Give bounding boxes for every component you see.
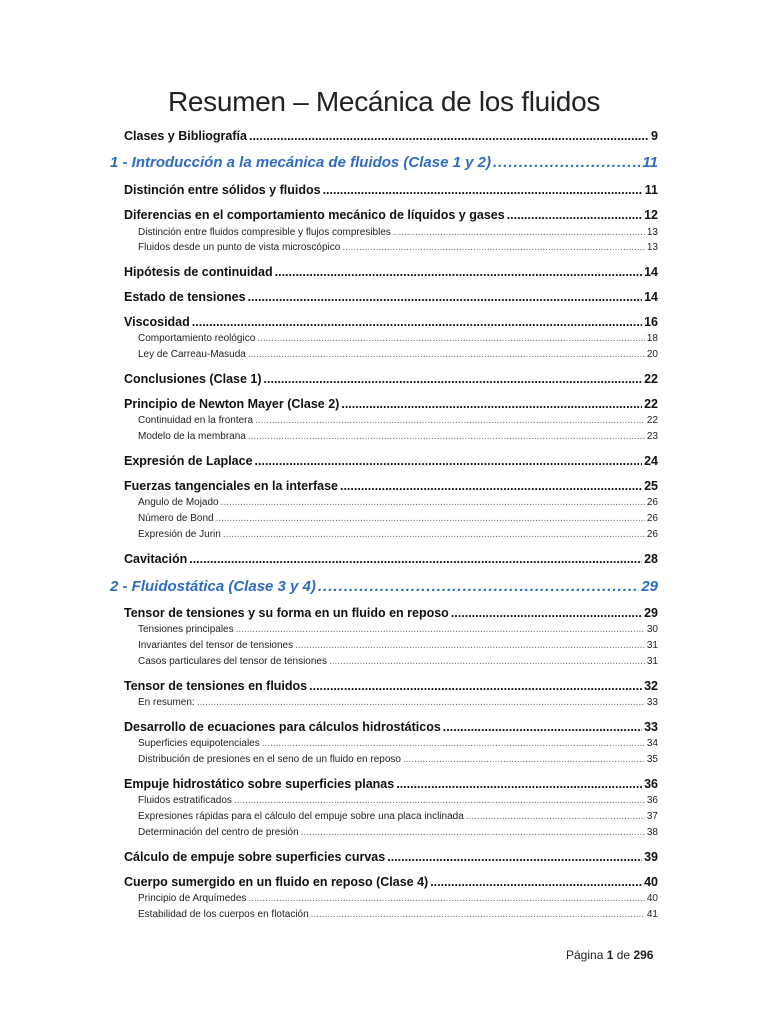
toc-entry-title: Principio de Newton Mayer (Clase 2) [124,397,340,411]
dot-leader [255,454,643,468]
dot-leader [323,183,643,197]
dot-leader [257,333,645,344]
toc-entry-page-number: 40 [644,875,658,889]
page-footer [566,948,653,962]
toc-entry-title: Superficies equipotenciales [138,738,260,749]
toc-entry-level-3[interactable] [138,909,658,920]
toc-entry-page-number: 26 [646,529,658,540]
toc-entry-page-number: 18 [646,333,658,344]
footer-prefix: Página [566,948,604,962]
toc-entry-level-1[interactable] [110,154,658,171]
dot-leader [507,208,642,222]
toc-entry-page-number: 11 [642,154,658,171]
dot-leader [189,552,642,566]
toc-entry-title: Comportamiento reológico [138,333,256,344]
toc-entry-page-number: 38 [646,827,658,838]
toc-entry-title: Tensiones principales [138,624,234,635]
toc-entry-page-number: 22 [646,415,658,426]
toc-entry-level-2[interactable] [124,372,658,386]
dot-leader [234,795,645,806]
toc-entry-title: Hipótesis de continuidad [124,265,273,279]
toc-entry-title: Continuidad en la frontera [138,415,254,426]
toc-entry-title: Determinación del centro de presión [138,827,299,838]
toc-entry-title: Cavitación [124,552,188,566]
toc-entry-title: Diferencias en el comportamiento mecánico de líquidos y gases [124,208,505,222]
dot-leader [329,656,645,667]
toc-entry-page-number: 13 [646,227,658,238]
toc-entry-title: Distribución de presiones en el seno de un fluido en reposo [138,754,401,765]
dot-leader [393,227,645,238]
toc-entry-title: Ángulo de Mojado [138,497,219,508]
toc-entry-page-number: 20 [646,349,658,360]
toc-entry-level-3[interactable] [138,431,658,442]
dot-leader [248,290,643,304]
toc-entry-title: Cuerpo sumergido en un fluido en reposo (Clase 4) [124,875,429,889]
toc-entry-page-number: 30 [646,624,658,635]
toc-entry-level-3[interactable] [138,497,658,508]
toc-entry-title: 1 - Introducción a la mecánica de fluidos (Clase 1 y 2) [110,154,491,171]
toc-entry-page-number: 36 [646,795,658,806]
dot-leader [311,909,645,920]
toc-entry-title: Expresión de Jurin [138,529,221,540]
toc-entry-level-1[interactable] [110,578,658,595]
toc-entry-page-number: 24 [644,454,658,468]
toc-entry-level-3[interactable] [138,738,658,749]
dot-leader [295,640,645,651]
toc-entry-page-number: 26 [646,497,658,508]
dot-leader [341,397,642,411]
toc-entry-title: En resumen: [138,697,195,708]
document-title: Resumen – Mecánica de los fluidos [167,86,601,117]
toc-entry-level-2[interactable] [124,129,658,143]
dot-leader [466,811,645,822]
toc-entry-page-number: 11 [644,183,658,197]
dot-leader [216,513,645,524]
dot-leader [451,606,642,620]
toc-entry-level-2[interactable] [124,679,658,693]
toc-entry-page-number: 9 [651,129,658,143]
toc-entry-page-number: 41 [646,909,658,920]
dot-leader [396,777,642,791]
toc-entry-page-number: 31 [646,640,658,651]
toc-entry-title: Fluidos estratificados [138,795,232,806]
dot-leader [221,497,645,508]
dot-leader [342,242,645,253]
toc-entry-title: Fuerzas tangenciales en la interfase [124,479,338,493]
toc-entry-page-number: 32 [644,679,658,693]
toc-entry-level-2[interactable] [124,850,658,864]
dot-leader [403,754,645,765]
toc-entry-title: Tensor de tensiones y su forma en un fluido en reposo [124,606,449,620]
toc-entry-title: Expresiones rápidas para el cálculo del empuje sobre una placa inclinada [138,811,464,822]
toc-entry-title: Ley de Carreau-Masuda [138,349,246,360]
toc-entry-level-2[interactable] [124,479,658,493]
toc-entry-level-3[interactable] [138,697,658,708]
toc-entry-page-number: 23 [646,431,658,442]
toc-entry-page-number: 13 [646,242,658,253]
toc-entry-level-3[interactable] [138,529,658,540]
toc-entry-page-number: 36 [644,777,658,791]
toc-entry-page-number: 29 [644,606,658,620]
dot-leader [264,372,643,386]
toc-entry-title: Estado de tensiones [124,290,246,304]
toc-entry-title: Distinción entre fluidos compresible y flujos compresibles [138,227,391,238]
toc-entry-level-2[interactable] [124,183,658,197]
dot-leader [387,850,642,864]
toc-entry-title: Estabilidad de los cuerpos en flotación [138,909,309,920]
toc-entry-page-number: 22 [644,397,658,411]
toc-entry-page-number: 40 [646,893,658,904]
dot-leader [255,415,645,426]
toc-entry-title: Fluidos desde un punto de vista microscópico [138,242,341,253]
dot-leader [493,154,640,171]
toc-entry-level-3[interactable] [138,349,658,360]
toc-entry-title: Modelo de la membrana [138,431,246,442]
toc-entry-level-2[interactable] [124,315,658,329]
toc-entry-level-2[interactable] [124,606,658,620]
dot-leader [275,265,642,279]
dot-leader [301,827,645,838]
toc-entry-page-number: 33 [644,720,658,734]
toc-entry-title: Desarrollo de ecuaciones para cálculos hidrostáticos [124,720,441,734]
toc-entry-page-number: 33 [646,697,658,708]
toc-entry-level-3[interactable] [138,415,658,426]
toc-entry-level-2[interactable] [124,397,658,411]
dot-leader [340,479,642,493]
toc-entry-page-number: 28 [644,552,658,566]
toc-entry-page-number: 14 [644,290,658,304]
dot-leader [236,624,645,635]
toc-entry-page-number: 29 [641,578,658,595]
toc-entry-title: Casos particulares del tensor de tensiones [138,656,327,667]
toc-entry-page-number: 25 [644,479,658,493]
toc-entry-page-number: 35 [646,754,658,765]
dot-leader [249,129,649,143]
toc-entry-level-3[interactable] [138,893,658,904]
footer-middle: de [616,948,631,962]
footer-total-pages: 296 [633,948,654,962]
toc-entry-title: Clases y Bibliografía [124,129,247,143]
toc-entry-title: Distinción entre sólidos y fluidos [124,183,321,197]
toc-entry-level-2[interactable] [124,875,658,889]
footer-current-page: 1 [606,948,614,962]
dot-leader [248,893,644,904]
dot-leader [197,697,645,708]
toc-entry-page-number: 22 [644,372,658,386]
toc-entry-title: Expresión de Laplace [124,454,253,468]
toc-entry-level-3[interactable] [138,227,658,238]
toc-entry-level-3[interactable] [138,811,658,822]
toc-entry-page-number: 16 [644,315,658,329]
toc-entry-page-number: 14 [644,265,658,279]
toc-entry-title: Número de Bond [138,513,214,524]
toc-entry-title: Invariantes del tensor de tensiones [138,640,294,651]
toc-entry-level-2[interactable] [124,290,658,304]
toc-entry-title: Empuje hidrostático sobre superficies planas [124,777,395,791]
toc-entry-level-3[interactable] [138,624,658,635]
toc-entry-page-number: 31 [646,656,658,667]
toc-entry-title: Viscosidad [124,315,190,329]
toc-entry-level-3[interactable] [138,795,658,806]
toc-entry-title: Conclusiones (Clase 1) [124,372,262,386]
toc-entry-level-3[interactable] [138,656,658,667]
toc-entry-title: Principio de Arquímedes [138,893,247,904]
dot-leader [309,679,642,693]
toc-entry-level-3[interactable] [138,640,658,651]
toc-entry-level-2[interactable] [124,777,658,791]
dot-leader [262,738,645,749]
toc-entry-page-number: 34 [646,738,658,749]
toc-entry-title: Cálculo de empuje sobre superficies curvas [124,850,386,864]
toc-entry-level-2[interactable] [124,265,658,279]
dot-leader [248,431,645,442]
toc-entry-level-2[interactable] [124,454,658,468]
toc-entry-level-3[interactable] [138,242,658,253]
dot-leader [192,315,642,329]
toc-entry-page-number: 12 [644,208,658,222]
toc-entry-page-number: 37 [646,811,658,822]
toc-entry-page-number: 26 [646,513,658,524]
dot-leader [443,720,642,734]
toc-entry-level-3[interactable] [138,827,658,838]
toc-entry-level-2[interactable] [124,208,658,222]
toc-entry-title: Tensor de tensiones en fluidos [124,679,308,693]
toc-entry-title: 2 - Fluidostática (Clase 3 y 4) [110,578,316,595]
dot-leader [318,578,639,595]
toc-entry-level-3[interactable] [138,754,658,765]
toc-entry-level-3[interactable] [138,333,658,344]
toc-entry-level-2[interactable] [124,552,658,566]
dot-leader [430,875,642,889]
toc-entry-page-number: 39 [644,850,658,864]
toc-entry-level-3[interactable] [138,513,658,524]
toc-entry-level-2[interactable] [124,720,658,734]
dot-leader [223,529,645,540]
dot-leader [248,349,645,360]
